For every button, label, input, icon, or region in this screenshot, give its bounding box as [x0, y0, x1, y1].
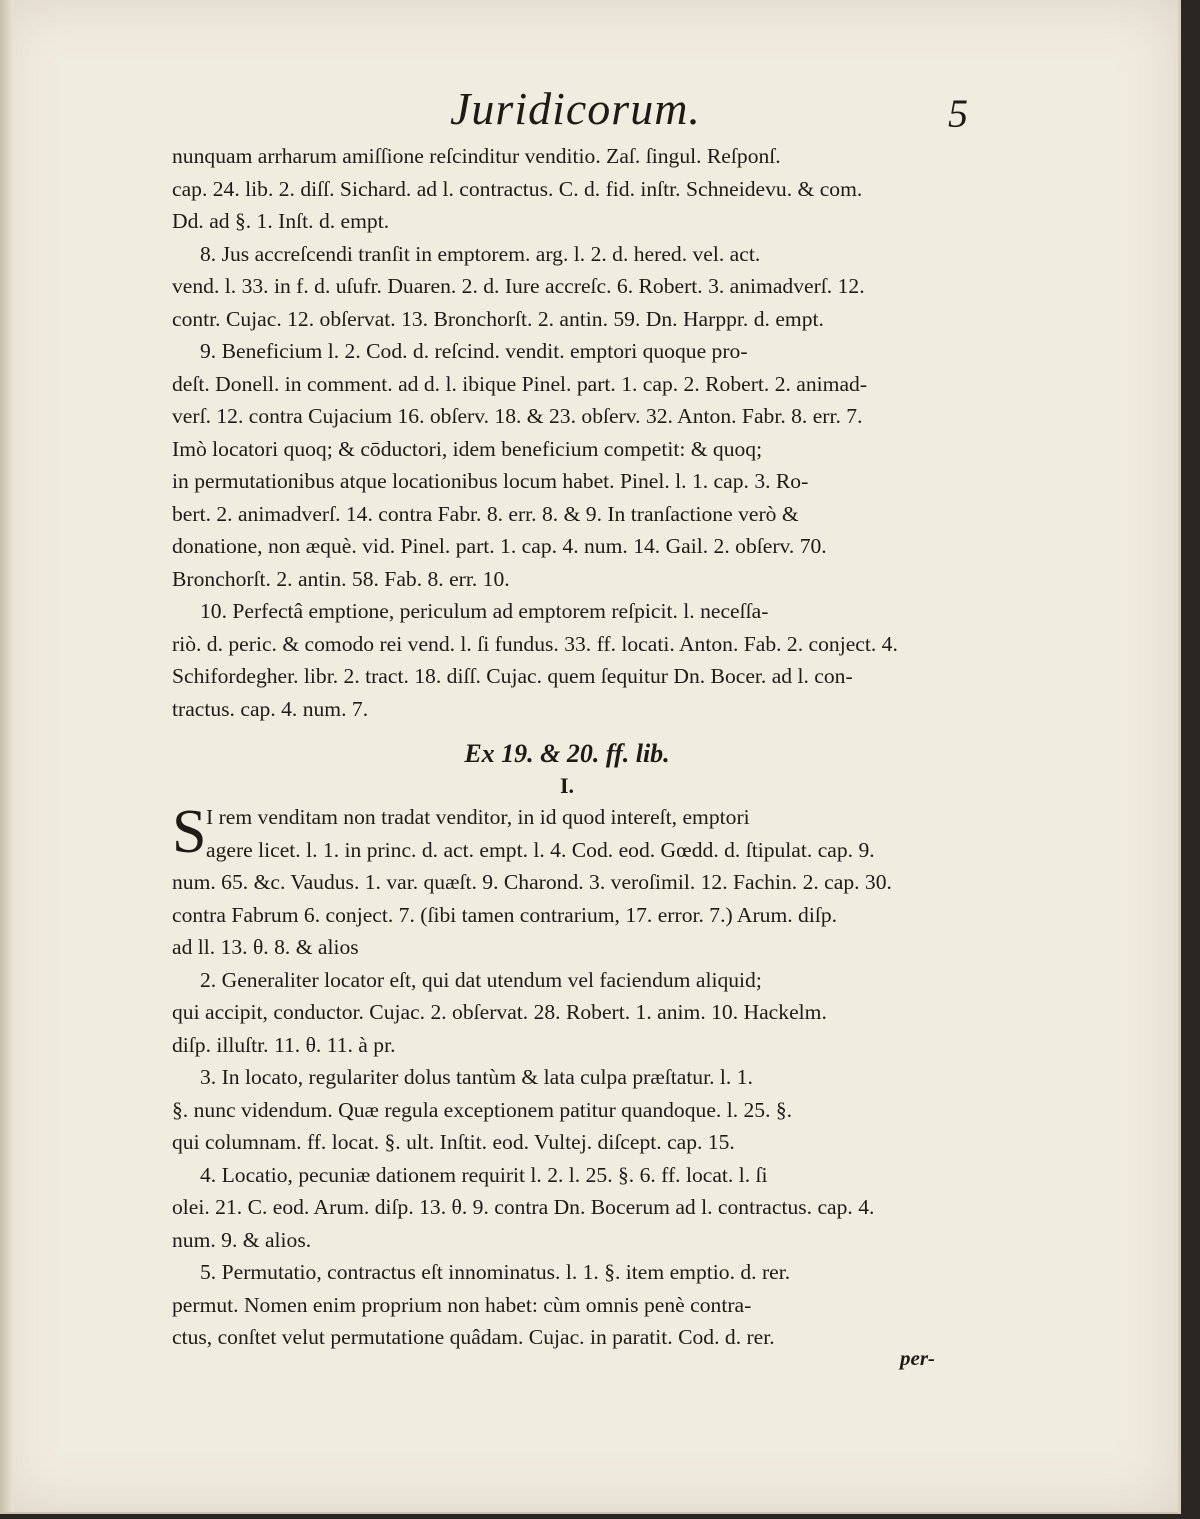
text-line: olei. 21. C. eod. Arum. diſp. 13. θ. 9. contra Dn. Bocerum ad l. contractus. cap. 4.: [172, 1195, 875, 1219]
text-line: bert. 2. animadverſ. 14. contra Fabr. 8. err. 8. & 9. In tranſactione verò &: [172, 501, 799, 526]
page-header: [0, 82, 1178, 142]
text-line: 10. Perfectâ emptione, periculum ad emptorem reſpicit. l. neceſſa-: [200, 599, 769, 623]
section-number: I.: [559, 773, 575, 798]
text-line: vend. l. 33. in f. d. uſufr. Duaren. 2. d. Iure accreſc. 6. Robert. 3. animadverſ. 12.: [172, 274, 865, 298]
text-line: 9. Beneficium l. 2. Cod. d. reſcind. vendit. emptori quoque pro-: [200, 339, 748, 363]
text-line: agere licet. l. 1. in princ. d. act. empt. l. 4. Cod. eod. Gœdd. d. ſtipulat. cap. 9.: [206, 837, 875, 862]
text-line: 5. Permutatio, contractus eſt innominatus. l. 1. §. item emptio. d. rer.: [200, 1260, 791, 1284]
text-line: Imò locatori quoq; & cōductori, idem beneficium competit: & quoq;: [172, 436, 763, 461]
text-line: nunquam arrharum amiſſione reſcinditur venditio. Zaſ. ſingul. Reſponſ.: [172, 144, 781, 168]
text-line: qui columnam. ff. locat. §. ult. Inſtit. eod. Vultej. diſcept. cap. 15.: [172, 1130, 735, 1154]
text-line: 8. Jus accreſcendi tranſit in emptorem. arg. l. 2. d. hered. vel. act.: [200, 241, 761, 266]
page-body: [172, 140, 962, 1354]
text-line: 2. Generaliter locator eſt, qui dat utendum vel faciendum aliquid;: [200, 967, 762, 992]
text-line: num. 65. &c. Vaudus. 1. var. quæſt. 9. Charond. 3. veroſimil. 12. Fachin. 2. cap. 30.: [172, 870, 892, 894]
drop-cap: S: [172, 798, 207, 866]
text-line: qui accipit, conductor. Cujac. 2. obſervat. 28. Robert. 1. anim. 10. Hackelm.: [172, 1000, 827, 1024]
text-line: §. nunc videndum. Quæ regula exceptionem patitur quandoque. l. 25. §.: [172, 1097, 793, 1122]
text-line: in permutationibus atque locationibus locum habet. Pinel. l. 1. cap. 3. Ro-: [172, 469, 809, 493]
text-line: ad ll. 13. θ. 8. & alios: [172, 935, 359, 959]
text-line: 3. In locato, regulariter dolus tantùm & lata culpa præſtatur. l. 1.: [200, 1065, 753, 1089]
catchword: per-: [900, 1346, 935, 1370]
section-heading: Ex 19. & 20. ff. lib.: [464, 739, 670, 768]
text-line: cap. 24. lib. 2. diſſ. Sichard. ad l. contractus. C. d. fid. inſtr. Schneidevu. & com.: [172, 176, 863, 201]
text-line: Dd. ad §. 1. Inſt. d. empt.: [172, 209, 390, 233]
text-line: contr. Cujac. 12. obſervat. 13. Bronchorſt. 2. antin. 59. Dn. Harppr. d. empt.: [172, 306, 824, 331]
text-line: permut. Nomen enim proprium non habet: cùm omnis penè contra-: [172, 1292, 752, 1317]
text-line: Bronchorſt. 2. antin. 58. Fab. 8. err. 10.: [172, 566, 510, 591]
text-line: verſ. 12. contra Cujacium 16. obſerv. 18. & 23. obſerv. 32. Anton. Fabr. 8. err. 7.: [172, 404, 863, 428]
text-line: I rem venditam non tradat venditor, in id quod intereſt, emptori: [206, 805, 750, 829]
page-number: 5: [948, 91, 968, 136]
text-line: contra Fabrum 6. conject. 7. (ſibi tamen contrarium, 17. error. 7.) Arum. diſp.: [172, 902, 838, 927]
page-gutter: [0, 0, 14, 1512]
text-line: 4. Locatio, pecuniæ dationem requirit l. 2. l. 25. §. 6. ff. locat. l. ſi: [200, 1162, 768, 1187]
text-line: donatione, non æquè. vid. Pinel. part. 1. cap. 4. num. 14. Gail. 2. obſerv. 70.: [172, 534, 827, 558]
text-line: deſt. Donell. in comment. ad d. l. ibique Pinel. part. 1. cap. 2. Robert. 2. animad-: [172, 371, 868, 396]
text-line: diſp. illuſtr. 11. θ. 11. à pr.: [172, 1032, 396, 1057]
text-line: num. 9. & alios.: [172, 1227, 312, 1252]
text-line: tractus. cap. 4. num. 7.: [172, 696, 369, 721]
text-line: riò. d. peric. & comodo rei vend. l. ſi fundus. 33. ff. locati. Anton. Fab. 2. conject. 4.: [172, 631, 898, 656]
text-line: ctus, conſtet velut permutatione quâdam. Cujac. in paratit. Cod. d. rer.: [172, 1325, 775, 1349]
running-title: Juridicorum.: [450, 83, 701, 134]
text-line: Schifordegher. libr. 2. tract. 18. diſſ. Cujac. quem ſequitur Dn. Bocer. ad l. con-: [172, 664, 853, 688]
section-body: [172, 798, 962, 1354]
